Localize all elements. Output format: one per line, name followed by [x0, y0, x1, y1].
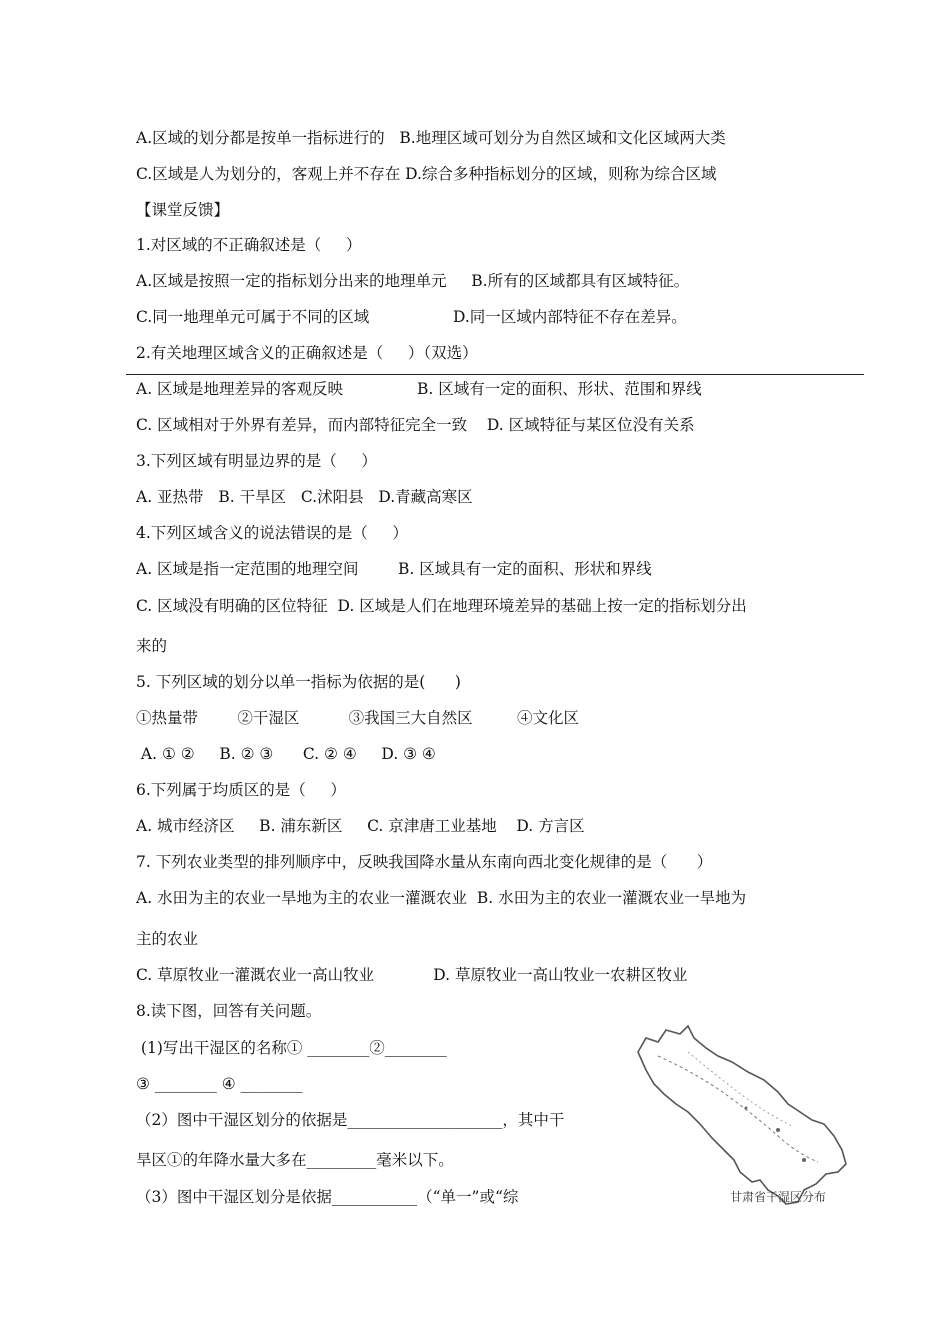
- q1-options-ab: A.区域是按照一定的指标划分出来的地理单元 B.所有的区域都具有区域特征。: [136, 272, 690, 290]
- q5-items: ①热量带 ②干湿区 ③我国三大自然区 ④文化区: [136, 709, 580, 727]
- line-1: A.区域的划分都是按单一指标进行的 B.地理区域可划分为自然区域和文化区域两大类: [136, 129, 726, 147]
- question-1: 1.对区域的不正确叙述是（ ）: [136, 236, 362, 254]
- question-4: 4.下列区域含义的说法错误的是（ ）: [136, 524, 408, 542]
- question-7: 7. 下列农业类型的排列顺序中，反映我国降水量从东南向西北变化规律的是（ ）: [136, 853, 713, 871]
- q4-options-ab: A. 区域是指一定范围的地理空间 B. 区域具有一定的面积、形状和界线: [136, 560, 652, 578]
- q3-options: A. 亚热带 B. 干旱区 C.沭阳县 D.青藏高寒区: [136, 488, 473, 506]
- question-3: 3.下列区域有明显边界的是（ ）: [136, 452, 377, 470]
- q4-options-cd: C. 区域没有明确的区位特征 D. 区域是人们在地理环境差异的基础上按一定的指标划分出: [136, 597, 747, 615]
- q2-options-cd: C. 区域相对于外界有差异，而内部特征完全一致 D. 区域特征与某区位没有关系: [136, 416, 695, 434]
- q8-part-1: (1)写出干湿区的名称① ________②________: [136, 1039, 447, 1057]
- q7-options-cd: C. 草原牧业一灌溉农业一高山牧业 D. 草原牧业一高山牧业一农耕区牧业: [136, 966, 688, 984]
- section-heading: 【课堂反馈】: [136, 201, 230, 219]
- q1-options-cd: C.同一地理单元可属于不同的区域 D.同一区域内部特征不存在差异。: [136, 308, 687, 326]
- q4-options-cd-cont: 来的: [136, 637, 168, 655]
- q8-part-1-cont: ③ ________ ④ ________: [136, 1075, 303, 1093]
- q7-options-ab: A. 水田为主的农业一旱地为主的农业一灌溉农业 B. 水田为主的农业一灌溉农业一旱地为: [136, 889, 747, 907]
- q2-options-ab: A. 区域是地理差异的客观反映 B. 区域有一定的面积、形状、范围和界线: [136, 380, 702, 398]
- question-6: 6.下列属于均质区的是（ ）: [136, 781, 346, 799]
- divider-line: [126, 374, 864, 375]
- q7-options-ab-cont: 主的农业: [136, 930, 199, 948]
- question-8: 8.读下图，回答有关问题。: [136, 1002, 322, 1020]
- question-2: 2.有关地理区域含义的正确叙述是（ ）（双选）: [136, 344, 478, 362]
- question-5: 5. 下列区域的划分以单一指标为依据的是( ): [136, 673, 461, 691]
- q8-part-2: （2）图中干湿区划分的依据是____________________，其中干: [136, 1111, 565, 1129]
- gansu-map-figure: [628, 1012, 864, 1212]
- map-caption: 甘肃省干湿区分布: [730, 1190, 827, 1204]
- q8-part-2-cont: 旱区①的年降水量大多在_________毫米以下。: [136, 1151, 454, 1169]
- q8-part-3: （3）图中干湿区划分是依据___________（“单一”或“综: [136, 1188, 519, 1206]
- line-2: C.区域是人为划分的，客观上并不存在 D.综合多种指标划分的区域，则称为综合区域: [136, 165, 717, 183]
- q6-options: A. 城市经济区 B. 浦东新区 C. 京津唐工业基地 D. 方言区: [136, 817, 585, 835]
- q5-options: A. ① ② B. ② ③ C. ② ④ D. ③ ④: [136, 745, 436, 763]
